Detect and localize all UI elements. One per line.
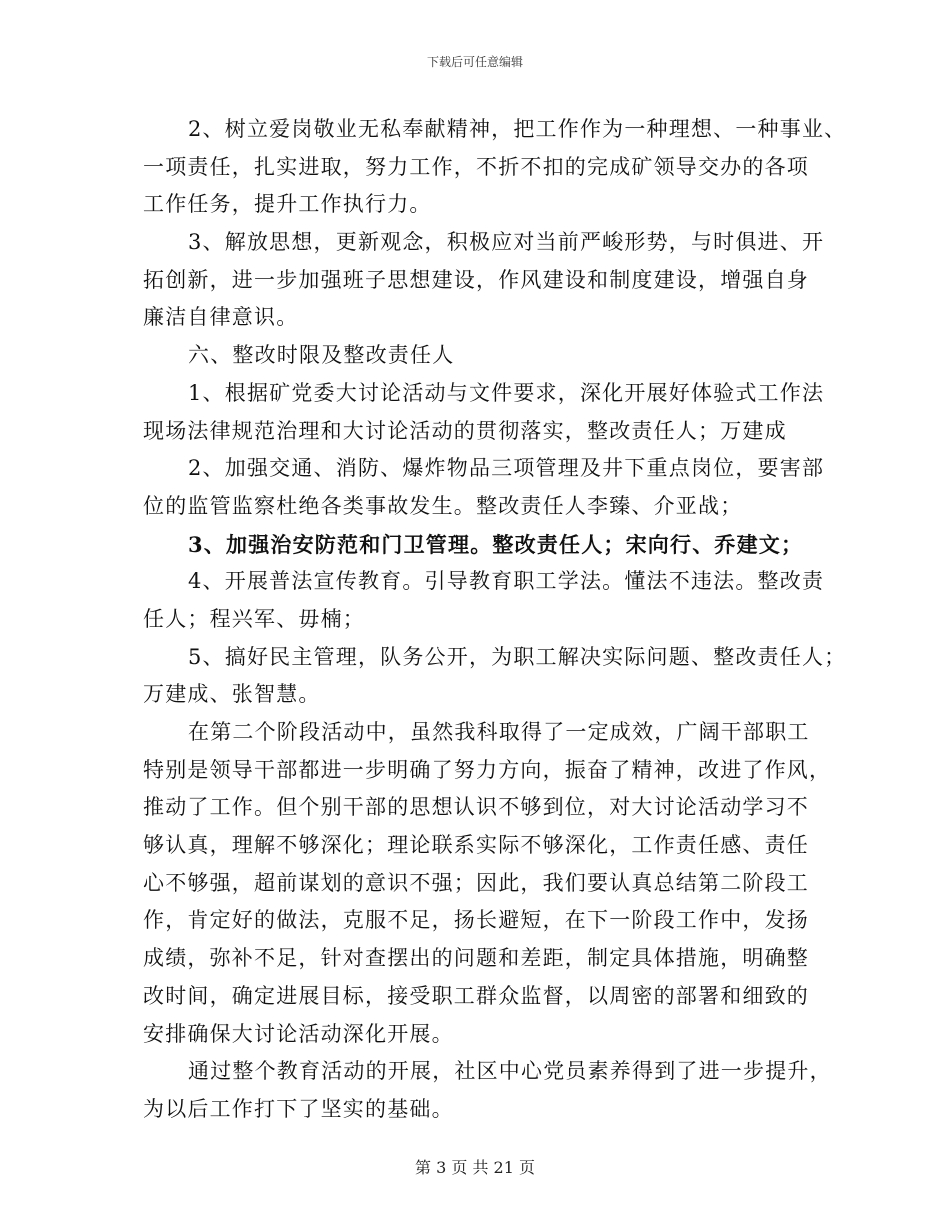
bold-paragraph-line: 3、加强治安防范和门卫管理。整改责任人；宋向行、乔建文； <box>188 531 804 557</box>
paragraph-line: 现场法律规范治理和大讨论活动的贯彻落实，整改责任人；万建成 <box>143 418 787 443</box>
paragraph-line: 改时间，确定进展目标，接受职工群众监督，以周密的部署和细致的 <box>143 983 809 1008</box>
paragraph-line: 5、搞好民主管理，队务公开，为职工解决实际问题、整改责任人； <box>188 644 847 669</box>
document-body <box>143 111 847 1129</box>
section-heading: 六、整改时限及整改责任人 <box>188 343 455 368</box>
paragraph-line: 作，肯定好的做法，克服不足，扬长避短，在下一阶段工作中，发扬 <box>143 908 809 933</box>
paragraph-line: 任人；程兴军、毋楠； <box>143 606 365 631</box>
paragraph-line: 成绩，弥补不足，针对查摆出的问题和差距，制定具体措施，明确整 <box>143 946 809 971</box>
paragraph-line: 4、开展普法宣传教育。引导教育职工学法。懂法不违法。整改责 <box>188 569 825 594</box>
paragraph-line: 3、解放思想，更新观念，积极应对当前严峻形势，与时俱进、开 <box>188 230 825 255</box>
paragraph-line: 在第二个阶段活动中，虽然我科取得了一定成效，广阔干部职工 <box>188 720 810 744</box>
paragraph-line: 拓创新，进一步加强班子思想建设，作风建设和制度建设，增强自身 <box>143 267 809 292</box>
paragraph-line: 廉洁自律意识。 <box>143 305 299 330</box>
paragraph-line: 通过整个教育活动的开展，社区中心党员素养得到了进一步提升， <box>188 1059 832 1084</box>
paragraph-line: 万建成、张智慧。 <box>143 682 321 707</box>
paragraph-line: 位的监管监察杜绝各类事故发生。整改责任人李臻、介亚战； <box>143 493 743 518</box>
paragraph-line: 够认真，理解不够深化；理论联系实际不够深化，工作责任感、责任 <box>143 833 809 858</box>
paragraph-line: 推动了工作。但个别干部的思想认识不够到位，对大讨论活动学习不 <box>143 795 809 820</box>
paragraph-line: 为以后工作打下了坚实的基础。 <box>143 1096 454 1121</box>
page-header: 下载后可任意编辑 <box>426 55 523 69</box>
page-number: 第 3 页 共 21 页 <box>415 1158 535 1177</box>
paragraph-line: 工作任务，提升工作执行力。 <box>143 192 432 217</box>
paragraph-line: 2、加强交通、消防、爆炸物品三项管理及井下重点岗位，要害部 <box>188 456 825 481</box>
paragraph-line: 安排确保大讨论活动深化开展。 <box>143 1021 454 1046</box>
paragraph-line: 心不够强，超前谋划的意识不强；因此，我们要认真总结第二阶段工 <box>143 870 809 895</box>
paragraph-line: 一项责任，扎实进取，努力工作，不折不扣的完成矿领导交办的各项 <box>143 154 809 179</box>
paragraph-line: 2、树立爱岗敬业无私奉献精神，把工作作为一种理想、一种事业、 <box>188 117 847 141</box>
paragraph-line: 1、根据矿党委大讨论活动与文件要求，深化开展好体验式工作法 <box>188 380 825 405</box>
paragraph-line: 特别是领导干部都进一步明确了努力方向，振奋了精神，改进了作风， <box>143 757 832 782</box>
